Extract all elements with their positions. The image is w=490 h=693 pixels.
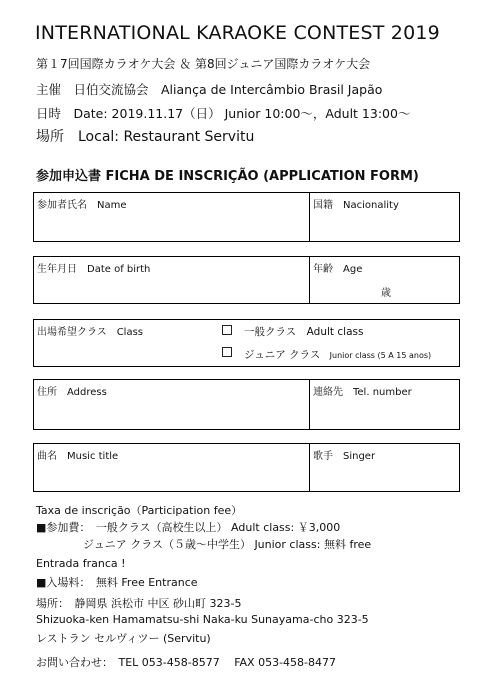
name-row bbox=[33, 192, 460, 242]
event-location: 場所 Local: Restaurant Servitu bbox=[36, 129, 255, 145]
class-label: 出場希望クラス Class bbox=[37, 327, 144, 338]
address-row bbox=[33, 379, 460, 430]
junior-class-note: Junior class (5 A 15 anos) bbox=[329, 351, 432, 360]
fee-junior: ジュニア クラス（５歳～中学生） Junior class: 無料 free bbox=[83, 538, 372, 551]
address-field[interactable] bbox=[34, 380, 309, 429]
music-row bbox=[33, 443, 460, 492]
singer-label: 歌手 Singer bbox=[313, 451, 376, 462]
adult-class-checkbox[interactable] bbox=[222, 325, 232, 335]
address-label: 住所 Address bbox=[37, 387, 107, 398]
birth-field[interactable] bbox=[34, 257, 309, 303]
class-row bbox=[33, 319, 460, 367]
junior-class-checkbox[interactable] bbox=[222, 347, 232, 357]
birth-row bbox=[33, 256, 460, 304]
contact-info: お問い合わせ： TEL 053-458-8577 FAX 053-458-8477 bbox=[36, 656, 337, 669]
organizer: 主催 日伯交流協会 Aliança de Intercâmbio Brasil Japão bbox=[36, 82, 383, 97]
page-title: INTERNATIONAL KARAOKE CONTEST 2019 bbox=[35, 22, 440, 44]
event-date: 日時 Date: 2019.11.17（日） Junior 10:00～，Adult 13:00～ bbox=[36, 106, 411, 121]
music-field[interactable] bbox=[34, 444, 309, 491]
adult-class-label: 一般クラス Adult class bbox=[244, 326, 364, 338]
music-label: 曲名 Music title bbox=[37, 451, 119, 462]
place-japanese: 場所： 静岡県 浜松市 中区 砂山町 323-5 bbox=[36, 597, 242, 610]
name-label: 参加者氏名 Name bbox=[37, 200, 127, 211]
contest-names: 第１7回国際カラオケ大会 ＆ 第8回ジュニア国際カラオケ大会 bbox=[36, 57, 371, 71]
place-name: レストラン セルヴィツー (Servitu) bbox=[36, 632, 211, 645]
place-romanized: Shizuoka-ken Hamamatsu-shi Naka-ku Sunayama-cho 323-5 bbox=[36, 613, 369, 626]
name-field[interactable] bbox=[34, 193, 309, 241]
fee-title: Taxa de inscrição（Participation fee） bbox=[36, 504, 243, 517]
tel-label: 連絡先 Tel. number bbox=[313, 387, 412, 398]
nationality-field[interactable] bbox=[310, 193, 459, 241]
tel-field[interactable] bbox=[310, 380, 459, 429]
nationality-label: 国籍 Nacionality bbox=[313, 200, 399, 211]
singer-field[interactable] bbox=[310, 444, 459, 491]
entrance-fee: ■入場料： 無料 Free Entrance bbox=[36, 576, 198, 589]
age-unit: 歳 bbox=[381, 288, 391, 299]
fee-adult: ■参加費： 一般クラス（高校生以上） Adult class: ￥3,000 bbox=[36, 521, 341, 534]
entrance-title: Entrada franca ! bbox=[36, 557, 126, 570]
birth-label: 生年月日 Date of birth bbox=[37, 264, 151, 275]
form-title: 参加申込書 FICHA DE INSCRIÇÃO (APPLICATION FORM) bbox=[36, 169, 419, 184]
junior-class-option bbox=[244, 347, 431, 362]
age-label: 年齢 Age bbox=[313, 264, 363, 275]
junior-class-label: ジュニア クラス bbox=[244, 349, 321, 361]
